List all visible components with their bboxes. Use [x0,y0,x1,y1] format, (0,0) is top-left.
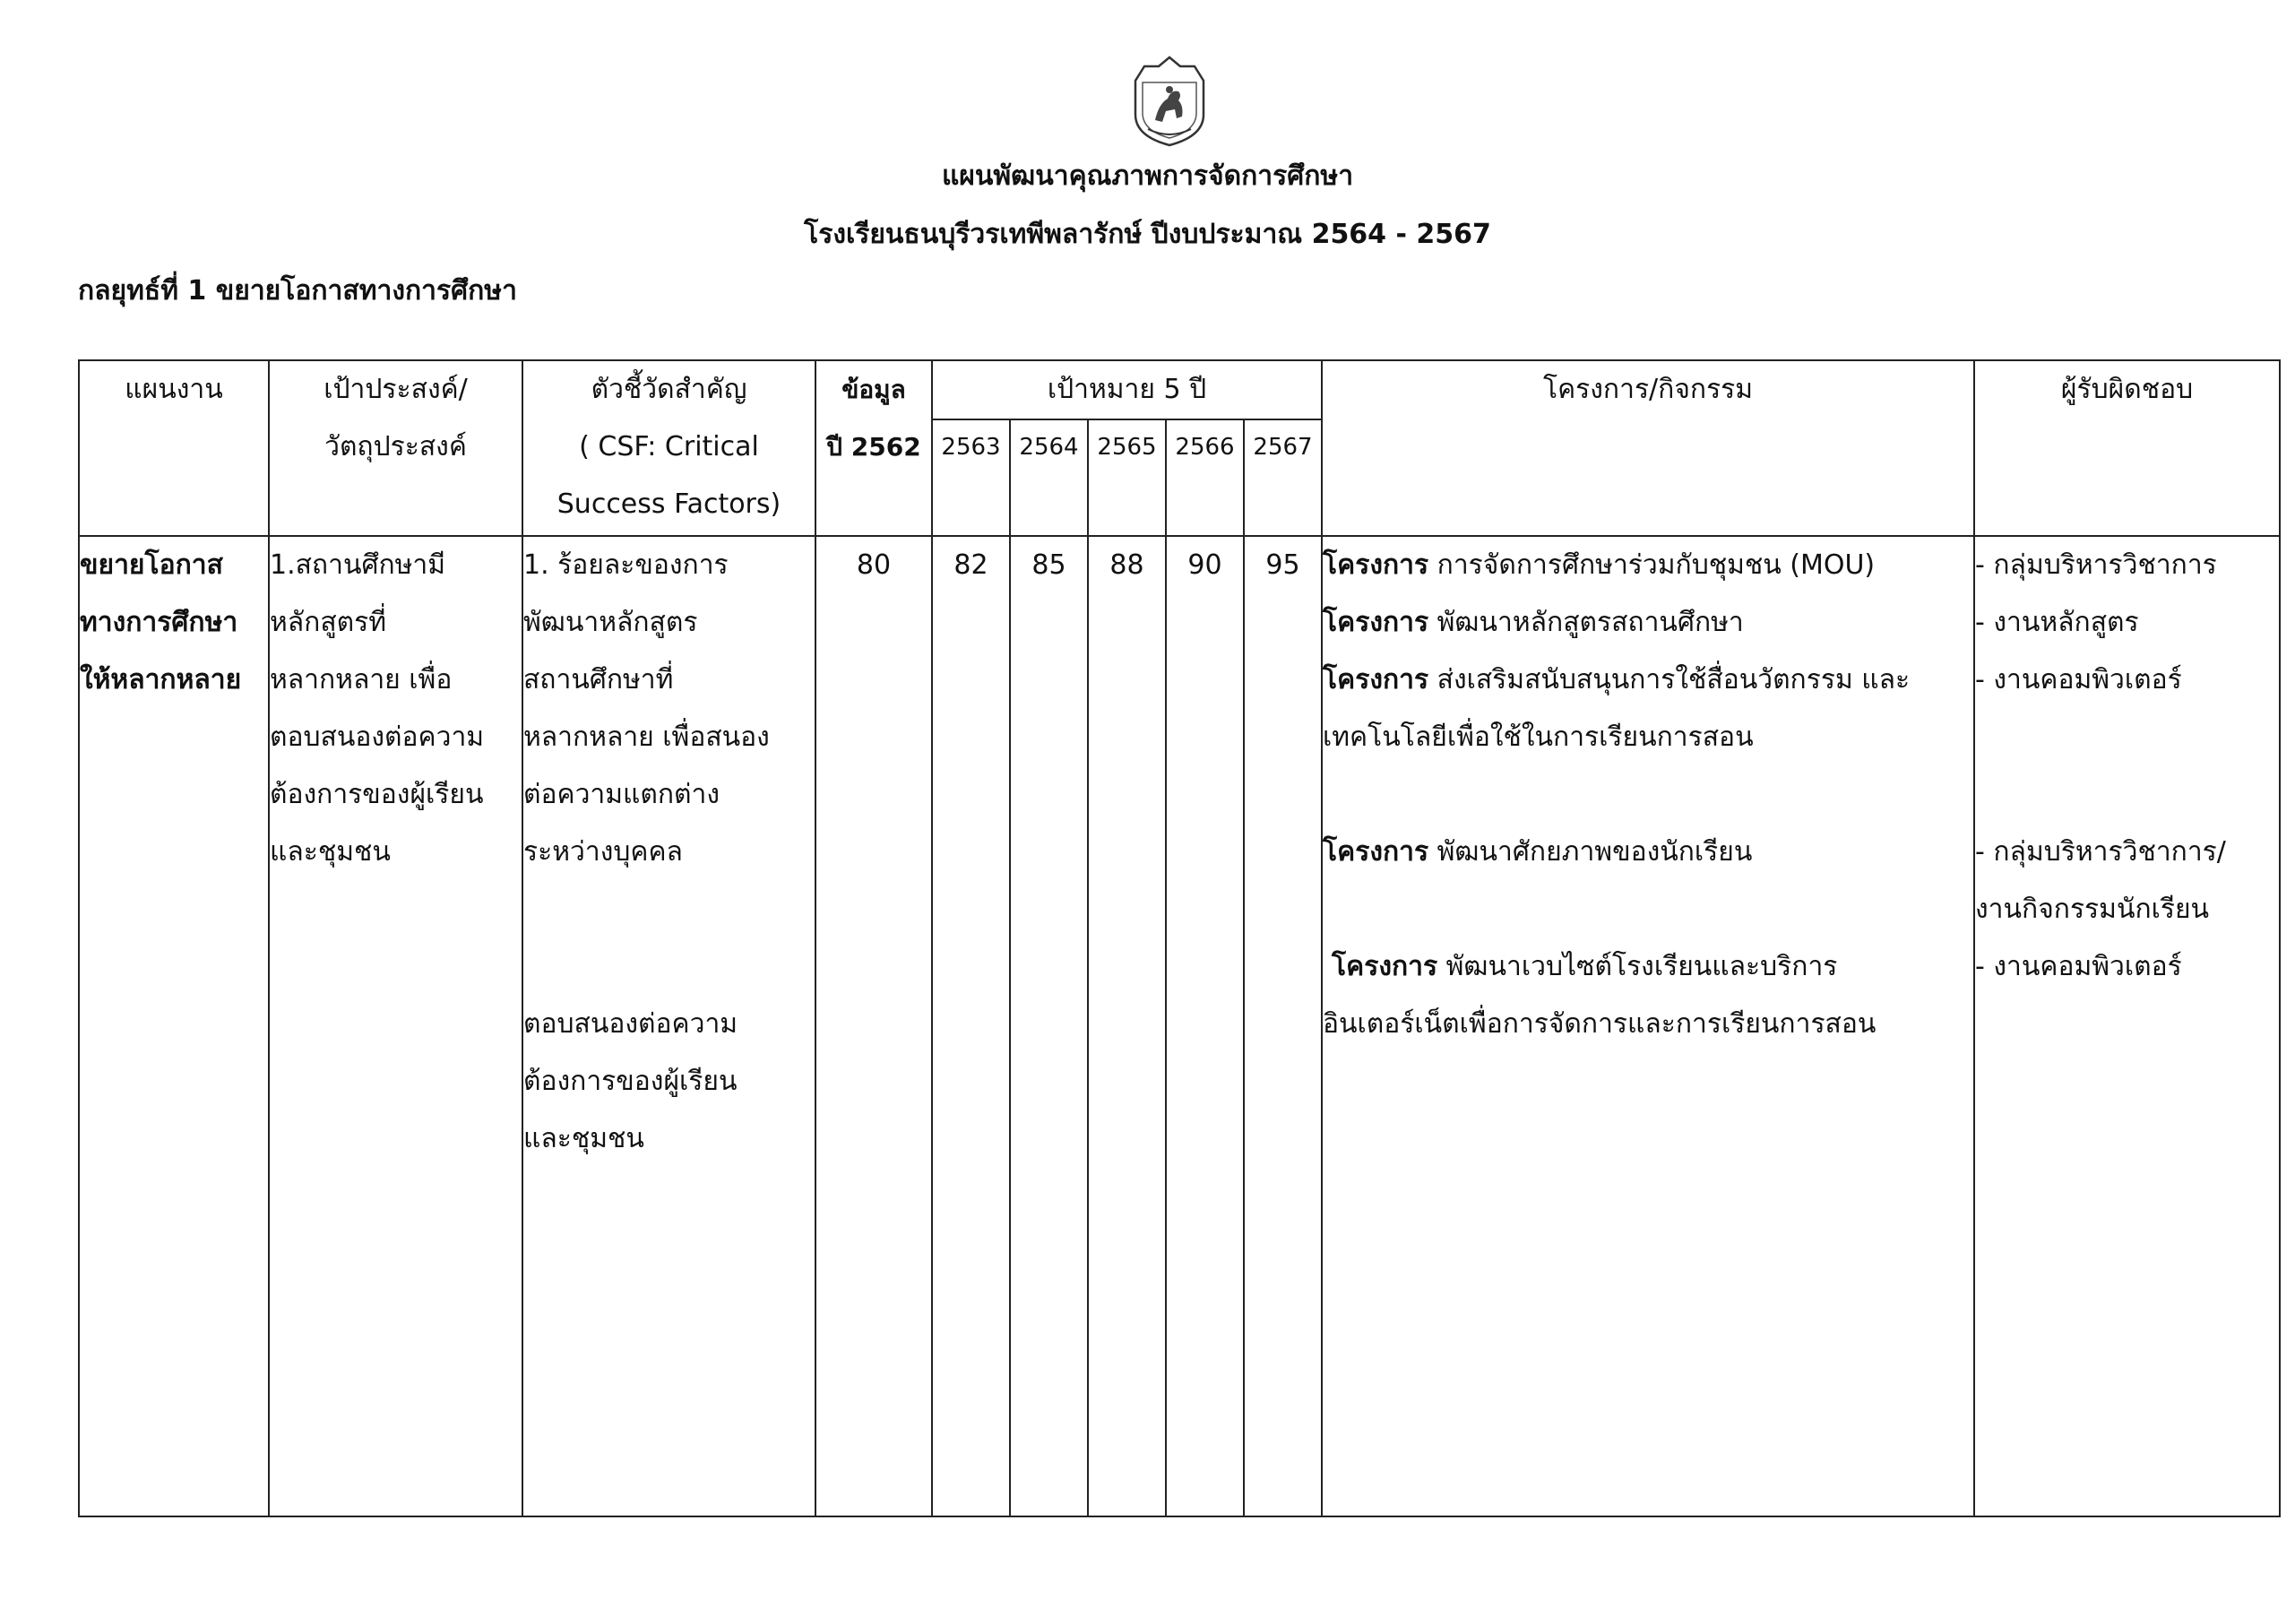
project-item: โครงการ พัฒนาศักยภาพของนักเรียน [1323,836,1753,868]
strategy-heading: กลยุทธ์ที่ 1 ขยายโอกาสทางการศึกษา [78,275,517,307]
header-baseline: ข้อมูล ปี 2562 [815,360,932,536]
project-item: โครงการ ส่งเสริมสนับสนุนการใช้สื่อนวัตกรรม และ [1323,664,1911,695]
header-year: 2567 [1244,419,1322,536]
header-project: โครงการ/กิจกรรม [1322,360,1974,536]
document-subtitle: โรงเรียนธนบุรีวรเทพีพลารักษ์ ปีงบประมาณ 2564 - 2567 [804,219,1491,250]
header-target: เป้าหมาย 5 ปี [932,360,1322,419]
project-item: โครงการ พัฒนาหลักสูตรสถานศึกษา [1323,607,1744,638]
plan-cell: ขยายโอกาส ทางการศึกษา ให้หลากหลาย [79,536,269,1516]
header-plan: แผนงาน [79,360,269,536]
indicator-cell: 1. ร้อยละของการ พัฒนาหลักสูตร สถานศึกษาที่ หลากหลาย เพื่อสนอง ต่อความแตกต่าง ระหว่างบุคคล ตอบสนองต่อความ ต้องการของผู้เรียน และชุมชน [522,536,815,1516]
header-objective: เป้าประสงค์/ วัตถุประสงค์ [269,360,522,536]
header-year: 2565 [1088,419,1166,536]
project-cell: โครงการ การจัดการศึกษาร่วมกับชุมชน (MOU) โครงการ พัฒนาหลักสูตรสถานศึกษา โครงการ ส่งเสริมสนับสนุนการใช้สื่อนวัตกรรม และ เทคโนโลยีเพื่อใช้ในการเรียนการสอน โครงการ พัฒนาศักยภาพของนักเรียน โครงการ พัฒนาเวบไซต์โรงเรียนและบริการ อินเตอร์เน็ตเพื่อการจัดการและการเรียนการสอน [1322,536,1974,1516]
target-value: 88 [1088,536,1166,1516]
baseline-value: 80 [815,536,932,1516]
document-title: แผนพัฒนาคุณภาพการจัดการศึกษา [941,160,1354,192]
project-item: โครงการ การจัดการศึกษาร่วมกับชุมชน (MOU) [1323,549,1876,581]
target-value: 90 [1166,536,1244,1516]
school-emblem-logo [1125,54,1214,149]
objective-cell: 1.สถานศึกษามี หลักสูตรที่ หลากหลาย เพื่อ ตอบสนองต่อความ ต้องการของผู้เรียน และชุมชน [269,536,522,1516]
plan-table [78,359,2281,1517]
header-year: 2564 [1010,419,1088,536]
owner-cell: - กลุ่มบริหารวิชาการ - งานหลักสูตร - งานคอมพิวเตอร์ - กลุ่มบริหารวิชาการ/ งานกิจกรรมนักเรียน - งานคอมพิวเตอร์ [1974,536,2280,1516]
header-year: 2563 [932,419,1010,536]
header-year: 2566 [1166,419,1244,536]
target-value: 95 [1244,536,1322,1516]
target-value: 82 [932,536,1010,1516]
header-owner: ผู้รับผิดชอบ [1974,360,2280,536]
target-value: 85 [1010,536,1088,1516]
header-indicator: ตัวชี้วัดสำคัญ ( CSF: Critical Success Factors) [522,360,815,536]
project-item: โครงการ พัฒนาเวบไซต์โรงเรียนและบริการ [1332,951,1838,982]
